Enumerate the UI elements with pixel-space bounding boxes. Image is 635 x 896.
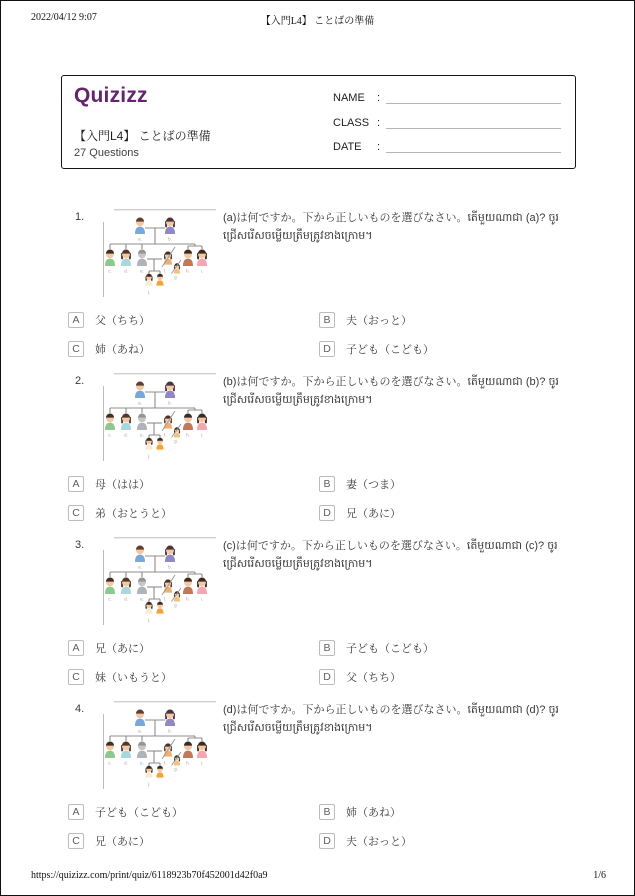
- option-grid: [67, 802, 569, 851]
- question-item-3: [67, 537, 569, 687]
- question-body: [67, 537, 569, 627]
- option-letter: B: [319, 476, 335, 492]
- family-tree-image: [96, 537, 216, 627]
- name-label: NAME: [333, 92, 365, 104]
- family-tree-image: [96, 701, 216, 791]
- class-fill-line: [386, 116, 561, 129]
- option-letter: D: [319, 341, 335, 357]
- option-label: 母（はは）: [95, 479, 150, 491]
- date-label: DATE: [333, 141, 362, 153]
- option-label: 姉（あね）: [95, 344, 150, 356]
- class-label: CLASS: [333, 116, 370, 129]
- option-grid: [67, 638, 569, 687]
- option-c: [67, 831, 318, 851]
- quiz-title-block: [74, 127, 333, 159]
- question-text: (d)は何ですか。下から正しいものを選びなさい。តើមួយណាជា (d)? ចូរជ្រើសរើសចម្លើយត្រឹមត្រូវខាងក្រោម។: [223, 704, 559, 734]
- question-body: [67, 373, 569, 463]
- print-title: 【入門L4】 ことばの準備: [260, 16, 375, 27]
- footer-url: https://quizizz.com/print/quiz/6118923b70f452001d42f0a9: [31, 870, 268, 881]
- option-letter: A: [68, 804, 84, 820]
- option-letter: C: [68, 341, 84, 357]
- name-colon: :: [377, 92, 381, 104]
- print-header: [1, 1, 634, 27]
- option-letter: D: [319, 669, 335, 685]
- quiz-card-fields: [333, 85, 561, 159]
- option-a: [67, 802, 318, 822]
- option-label: 姉（あね）: [346, 807, 401, 819]
- option-d: [318, 503, 569, 523]
- option-letter: D: [319, 505, 335, 521]
- question-number: 1.: [75, 211, 85, 223]
- date-fill-line: [386, 140, 561, 153]
- question-body: [67, 701, 569, 791]
- footer-page-indicator: 1/6: [593, 870, 606, 881]
- option-d: [318, 831, 569, 851]
- question-number: 4.: [75, 703, 85, 715]
- date-field-row: [333, 137, 561, 153]
- class-field-row: [333, 113, 561, 129]
- question-text: (c)は何ですか。下から正しいものを選びなさい。តើមួយណាជា (c)? ចូរជ្រើសរើសចម្លើយត្រឹមត្រូវខាងក្រោម។: [223, 540, 558, 570]
- option-letter: A: [68, 476, 84, 492]
- option-letter: B: [319, 804, 335, 820]
- question-text: (a)は何ですか。下から正しいものを選びなさい。តើមួយណាជា (a)? ចូរជ្រើសរើសចម្លើយត្រឹមត្រូវខាងក្រោម។: [223, 212, 559, 242]
- option-b: [318, 638, 569, 658]
- option-b: [318, 310, 569, 330]
- option-grid: [67, 310, 569, 359]
- option-b: [318, 802, 569, 822]
- question-number: 3.: [75, 539, 85, 551]
- name-fill-line: [386, 91, 561, 104]
- option-label: 父（ちち）: [95, 315, 150, 327]
- option-letter: C: [68, 833, 84, 849]
- question-count: 27 Questions: [74, 147, 139, 159]
- quiz-header-card: [61, 75, 576, 169]
- option-letter: C: [68, 669, 84, 685]
- option-label: 妹（いもうと）: [95, 672, 172, 684]
- quizizz-logo: Quizizz: [74, 84, 148, 107]
- option-label: 夫（おっと）: [346, 315, 412, 327]
- option-a: [67, 310, 318, 330]
- option-d: [318, 667, 569, 687]
- print-timestamp: 2022/04/12 9:07: [31, 12, 97, 23]
- option-a: [67, 638, 318, 658]
- quiz-card-left: [74, 85, 333, 159]
- option-grid: [67, 474, 569, 523]
- option-label: 妻（つま）: [346, 479, 401, 491]
- question-item-2: [67, 373, 569, 523]
- family-tree-image: [96, 209, 216, 299]
- option-label: 父（ちち）: [346, 672, 401, 684]
- option-label: 弟（おとうと）: [95, 508, 172, 520]
- class-colon: :: [377, 116, 381, 129]
- option-c: [67, 503, 318, 523]
- option-letter: B: [319, 640, 335, 656]
- option-label: 子ども（こども）: [346, 344, 434, 356]
- option-letter: C: [68, 505, 84, 521]
- option-letter: A: [68, 640, 84, 656]
- option-label: 兄（あに）: [346, 508, 401, 520]
- option-label: 兄（あに）: [95, 643, 150, 655]
- option-b: [318, 474, 569, 494]
- option-a: [67, 474, 318, 494]
- name-field-row: [333, 88, 561, 104]
- question-text: (b)は何ですか。下から正しいものを選びなさい。តើមួយណាជា (b)? ចូរជ្រើសរើសចម្លើយត្រឹមត្រូវខាងក្រោម។: [223, 376, 559, 406]
- option-c: [67, 339, 318, 359]
- question-list: [1, 209, 634, 851]
- quiz-title: 【入門L4】 ことばの準備: [74, 129, 211, 143]
- option-letter: B: [319, 312, 335, 328]
- date-colon: :: [377, 141, 381, 153]
- question-item-4: [67, 701, 569, 851]
- option-d: [318, 339, 569, 359]
- option-letter: A: [68, 312, 84, 328]
- option-label: 兄（あに）: [95, 836, 150, 848]
- option-label: 子ども（こども）: [95, 807, 183, 819]
- question-number: 2.: [75, 375, 85, 387]
- print-footer: [31, 870, 606, 881]
- question-item-1: [67, 209, 569, 359]
- question-body: [67, 209, 569, 299]
- family-tree-image: [96, 373, 216, 463]
- option-label: 夫（おっと）: [346, 836, 412, 848]
- option-letter: D: [319, 833, 335, 849]
- option-c: [67, 667, 318, 687]
- option-label: 子ども（こども）: [346, 643, 434, 655]
